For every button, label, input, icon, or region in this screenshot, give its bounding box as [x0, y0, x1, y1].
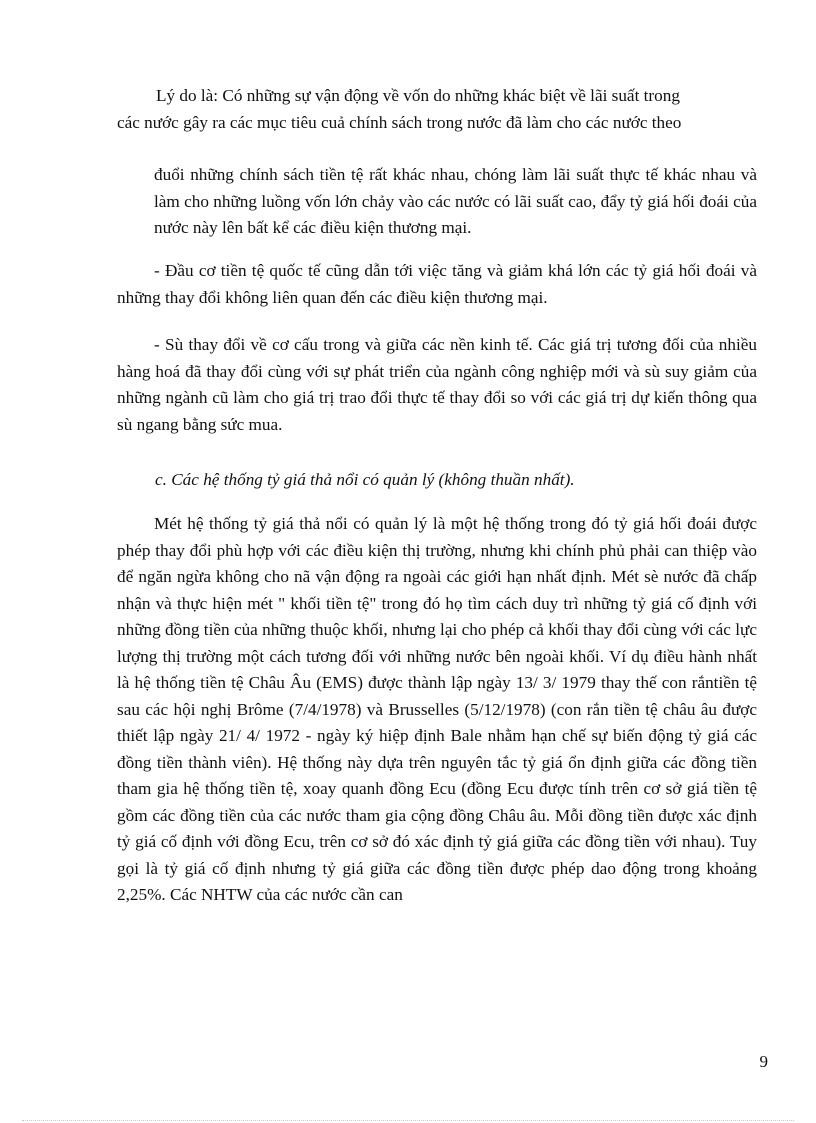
paragraph-reason-line-1: Lý do là: Có những sự vận động về vốn do những khác biệt về lãi suất trong: [156, 86, 680, 105]
section-heading-c: c. Các hệ thống tỷ giá thả nổi có quản lý (không thuần nhất).: [155, 470, 575, 489]
paragraph-structural-change: - Sù thay đổi về cơ cấu trong và giữa các nền kinh tế. Các giá trị tương đối của nhiều hàng hoá đã thay đổi cùng với sự phát triển của ngành công nghiệp mới và sù suy giảm của những ngành cũ làm cho giá trị trao đổi thực tế thay đổi so với các giá trị dự kiến thông qua sù ngang bằng sức mua.: [117, 335, 757, 434]
paragraph-reason-line-2: các nước gây ra các mục tiêu cuả chính sách trong nước đã làm cho các nước theo: [117, 112, 682, 132]
page-number: 9: [759, 1052, 768, 1071]
paragraph-reason: [117, 83, 757, 136]
paragraph-managed-float: Mét hệ thống tỷ giá thả nổi có quản lý là một hệ thống trong đó tỷ giá hối đoái được phép thay đổi phù hợp với các điều kiện thị trường, nhưng khi chính phủ phải can thiệp vào để ngăn ngừa không cho nã vận động ra ngoài các giới hạn nhất định. Mét sè nước đã chấp nhận và thực hiện mét " khối tiền tệ" trong đó họ tìm cách duy trì những tỷ giá cố định với những đồng tiền của những thuộc khối, nhưng lại cho phép cả khối thay đổi cùng với các lực lượng thị trường một cách tương đối với những nước bên ngoài khối. Ví dụ điều hành nhất là hệ thống tiền tệ Châu Âu (EMS) được thành lập ngày 13/ 3/ 1979 thay thế con rắntiền tệ sau các hội nghị Brôme (7/4/1978) và Brusselles (5/12/1978) (con rắn tiền tệ châu âu được thiết lập ngày 21/ 4/ 1972 - ngày ký hiệp định Bale nhằm hạn chế sự biến động tỷ giá các đồng tiền thành viên). Hệ thống này dựa trên nguyên tắc tỷ giá ổn định giữa các đồng tiền tham gia hệ thống tiền tệ, xoay quanh đồng Ecu (đồng Ecu được tính trên cơ sở giá tiền tệ gồm các đồng tiền của các nước tham gia cộng đồng Châu âu. Mỗi đồng tiền được xác định tỷ giá cố định với đồng Ecu, trên cơ sở đó xác định tỷ giá giữa các đồng tiền với nhau). Tuy gọi là tỷ giá cố định nhưng tỷ giá giữa các đồng tiền được phép dao động trong khoảng 2,25%. Các NHTW của các nước cần can: [117, 514, 757, 904]
paragraph-structural-wrap: [117, 332, 757, 438]
paragraph-managed-float-wrap: [117, 511, 757, 909]
paragraph-reason-continued: [154, 162, 757, 242]
page-bottom-rule: [22, 1120, 794, 1121]
paragraph-speculation-wrap: [117, 258, 757, 311]
paragraph-policy-effects: đuổi những chính sách tiền tệ rất khác nhau, chóng làm lãi suất thực tế khác nhau và làm cho những luồng vốn lớn chảy vào các nước có lãi suất cao, đẩy tỷ giá hối đoái của nước này lên bất kể các điều kiện thương mại.: [154, 165, 757, 237]
paragraph-speculation: - Đầu cơ tiền tệ quốc tế cũng dẫn tới việc tăng và giảm khá lớn các tỷ giá hối đoái và những thay đổi không liên quan đến các điều kiện thương mại.: [117, 261, 757, 307]
